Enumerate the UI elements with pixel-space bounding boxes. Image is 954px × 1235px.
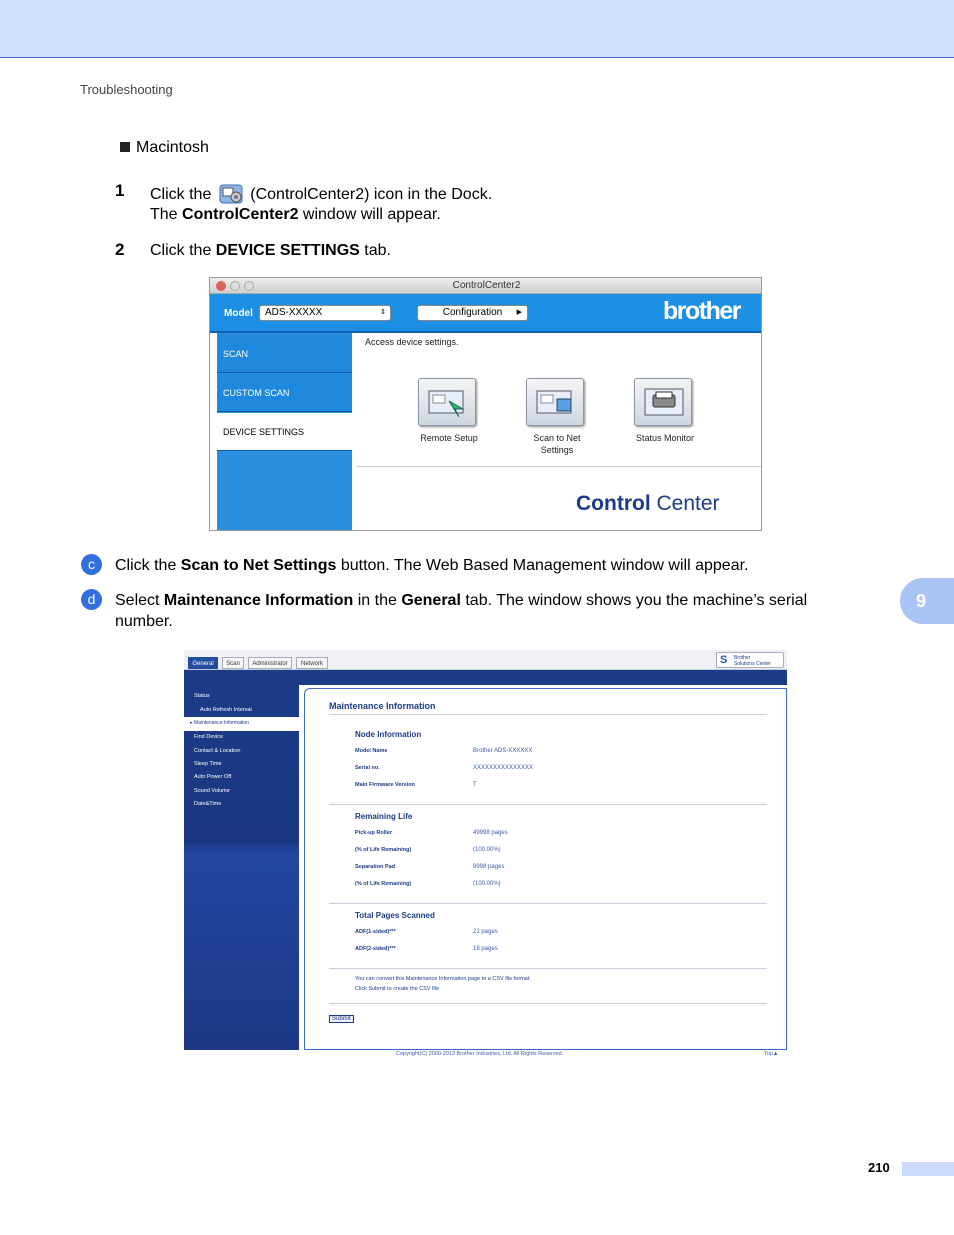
step-d-mid: in the <box>353 592 402 609</box>
solutions-center-icon: S <box>720 654 728 666</box>
sidebar-item-auto-power-off[interactable]: Auto Power Off <box>194 774 232 780</box>
step-1-line2-bold: ControlCenter2 <box>182 206 299 223</box>
section-rule-4 <box>329 1003 767 1004</box>
configuration-button[interactable] <box>417 305 528 321</box>
step-2-text <box>150 240 391 261</box>
minimize-window-icon[interactable] <box>230 281 240 291</box>
status-monitor-icon <box>635 379 693 427</box>
web-header-band <box>299 670 787 685</box>
model-select-value: ADS-XXXXX <box>265 307 323 318</box>
firmware-version-key: Main Firmware Version <box>355 782 415 788</box>
pickup-life-value: (100.00%) <box>473 847 501 853</box>
sidebar-item-status[interactable]: Status <box>194 693 210 699</box>
separation-pad-value: 9998 pages <box>473 864 505 870</box>
adf-2-sided-key: ADF(2-sided)*** <box>355 946 396 952</box>
cc-titlebar <box>210 278 762 294</box>
page-number-bar <box>902 1162 954 1176</box>
cc-window-title: ControlCenter2 <box>452 280 521 291</box>
sidebar-item-sleep-time[interactable]: Sleep Time <box>194 761 222 767</box>
step-2-bold: DEVICE SETTINGS <box>215 242 360 259</box>
sidebar-item-date-time[interactable]: Date&Time <box>194 801 222 807</box>
tab-custom-scan[interactable]: CUSTOM SCAN <box>217 374 352 412</box>
sidebar-item-sound-volume[interactable]: Sound Volume <box>194 788 230 794</box>
control-center-logo <box>576 492 720 516</box>
firmware-version-value: T <box>473 782 477 788</box>
solutions-center-line2: Solutions Center <box>734 661 771 667</box>
step-d-line2: number. <box>115 613 173 630</box>
solutions-center-line1: Brother <box>734 655 751 661</box>
tab-device-settings[interactable]: DEVICE SETTINGS <box>217 413 352 451</box>
step-2-post: tab. <box>359 242 391 259</box>
step-d-pre: Select <box>115 592 164 609</box>
status-monitor-label: Status Monitor <box>635 433 695 443</box>
model-select[interactable] <box>259 305 391 321</box>
tab-administrator[interactable]: Administrator <box>248 657 292 669</box>
step-c-text <box>115 555 748 576</box>
control-center-logo-light: Center <box>650 492 720 515</box>
remote-setup-button[interactable] <box>418 378 476 426</box>
pickup-roller-key: Pick-up Roller <box>355 830 392 836</box>
brother-logo: brother <box>663 297 740 325</box>
step-c-bold: Scan to Net Settings <box>180 557 337 574</box>
step-1-line2-post: window will appear. <box>298 206 441 223</box>
bullet-macintosh <box>120 137 209 158</box>
pickup-life-key: (% of Life Remaining) <box>355 847 412 853</box>
step-1-pre: Click the <box>150 186 212 203</box>
control-center-logo-bold: Control <box>576 492 651 515</box>
top-link[interactable]: Top▲ <box>764 1051 779 1057</box>
separation-life-key: (% of Life Remaining) <box>355 881 412 887</box>
adf-1-sided-value: 21 pages <box>473 929 498 935</box>
cc-description: Access device settings. <box>365 337 459 347</box>
close-window-icon[interactable] <box>216 281 226 291</box>
step-d-number: d <box>81 589 102 610</box>
serial-no-key: Serial no. <box>355 765 380 771</box>
model-label: Model <box>224 308 253 319</box>
scan-to-net-label-line2: Settings <box>540 445 574 455</box>
pickup-roller-value: 49998 pages <box>473 830 508 836</box>
separation-pad-key: Separation Pad <box>355 864 396 870</box>
sidebar-item-find-device[interactable]: Find Device <box>194 734 224 740</box>
sidebar-item-auto-refresh[interactable]: Auto Refresh Interval <box>200 707 252 713</box>
triangle-right-icon: ▶ <box>516 309 522 316</box>
scan-to-net-settings-icon <box>527 379 585 427</box>
solutions-center-link[interactable] <box>716 652 784 668</box>
sidebar-item-maintenance[interactable]: ▸ Maintenance Information <box>190 720 249 726</box>
cc-divider <box>357 466 762 467</box>
bullet-label: Macintosh <box>136 139 209 156</box>
adf-1-sided-key: ADF(1-sided)*** <box>355 929 396 935</box>
step-d-text <box>115 590 807 611</box>
tab-network[interactable]: Network <box>296 657 328 669</box>
step-2-number: 2 <box>115 240 125 259</box>
step-1-line2 <box>150 204 441 225</box>
tab-scan[interactable]: SCAN <box>217 335 352 373</box>
copyright-footer: Copyright(C) 2000-2013 Brother Industries, Ltd. All Rights Reserved. <box>396 1051 564 1057</box>
scan-to-net-label-line1: Scan to Net <box>533 433 581 443</box>
title-rule <box>329 714 767 715</box>
scan-to-net-settings-button[interactable] <box>526 378 584 426</box>
select-arrows-icon: ⇕ <box>380 309 386 316</box>
cc-toolbar <box>210 294 762 333</box>
scan-to-net-settings-label <box>512 432 602 456</box>
step-d-post: tab. The window shows you the machine’s serial <box>460 592 808 609</box>
section-rule-1 <box>329 804 767 805</box>
status-monitor-button[interactable] <box>634 378 692 426</box>
step-1-number: 1 <box>115 181 125 200</box>
bullet-square-icon <box>120 142 130 152</box>
remote-setup-icon <box>419 379 477 427</box>
configuration-label: Configuration <box>442 307 503 318</box>
tab-general[interactable]: General <box>188 657 218 669</box>
step-c-post: button. The Web Based Management window will appear. <box>336 557 749 574</box>
maintenance-title: Maintenance Information <box>329 701 436 711</box>
node-information-heading: Node Information <box>355 730 422 739</box>
sidebar-item-maintenance-label: Maintenance Information <box>193 720 249 726</box>
submit-button[interactable]: Submit <box>329 1015 354 1023</box>
model-name-value: Brother ADS-XXXXXX <box>473 748 533 754</box>
step-d-bold: Maintenance Information <box>163 592 354 609</box>
remaining-life-heading: Remaining Life <box>355 812 413 821</box>
cc-sidebar <box>217 333 352 531</box>
step-1-line2-pre: The <box>150 206 183 223</box>
tab-scan[interactable]: Scan <box>222 657 244 669</box>
page-number: 210 <box>868 1160 890 1175</box>
csv-note-line2: Click Submit to create the CSV file <box>355 986 440 992</box>
sidebar-item-contact-location[interactable]: Contact & Location <box>194 748 241 754</box>
adf-2-sided-value: 18 pages <box>473 946 498 952</box>
step-d-bold2: General <box>401 592 461 609</box>
serial-no-value: XXXXXXXXXXXXXXX <box>473 765 534 771</box>
controlcenter2-window <box>209 277 762 531</box>
page-top-band <box>0 0 954 58</box>
csv-note-line1: You can convert this Maintenance Information page to a CSV file format. <box>355 976 531 982</box>
total-pages-heading: Total Pages Scanned <box>355 911 435 920</box>
step-c-pre: Click the <box>115 557 181 574</box>
step-1-post: (ControlCenter2) icon in the Dock. <box>245 186 493 203</box>
separation-life-value: (100.00%) <box>473 881 501 887</box>
web-management-window <box>184 650 787 1050</box>
step-c-number: c <box>81 554 102 575</box>
model-name-key: Model Name <box>355 748 388 754</box>
section-rule-3 <box>329 968 767 969</box>
section-rule-2 <box>329 903 767 904</box>
chapter-tab: 9 <box>900 578 954 624</box>
zoom-window-icon[interactable] <box>244 281 254 291</box>
step-2-pre: Click the <box>150 242 216 259</box>
web-content-panel <box>304 688 787 1050</box>
remote-setup-label: Remote Setup <box>420 433 478 443</box>
running-header: Troubleshooting <box>80 82 173 97</box>
